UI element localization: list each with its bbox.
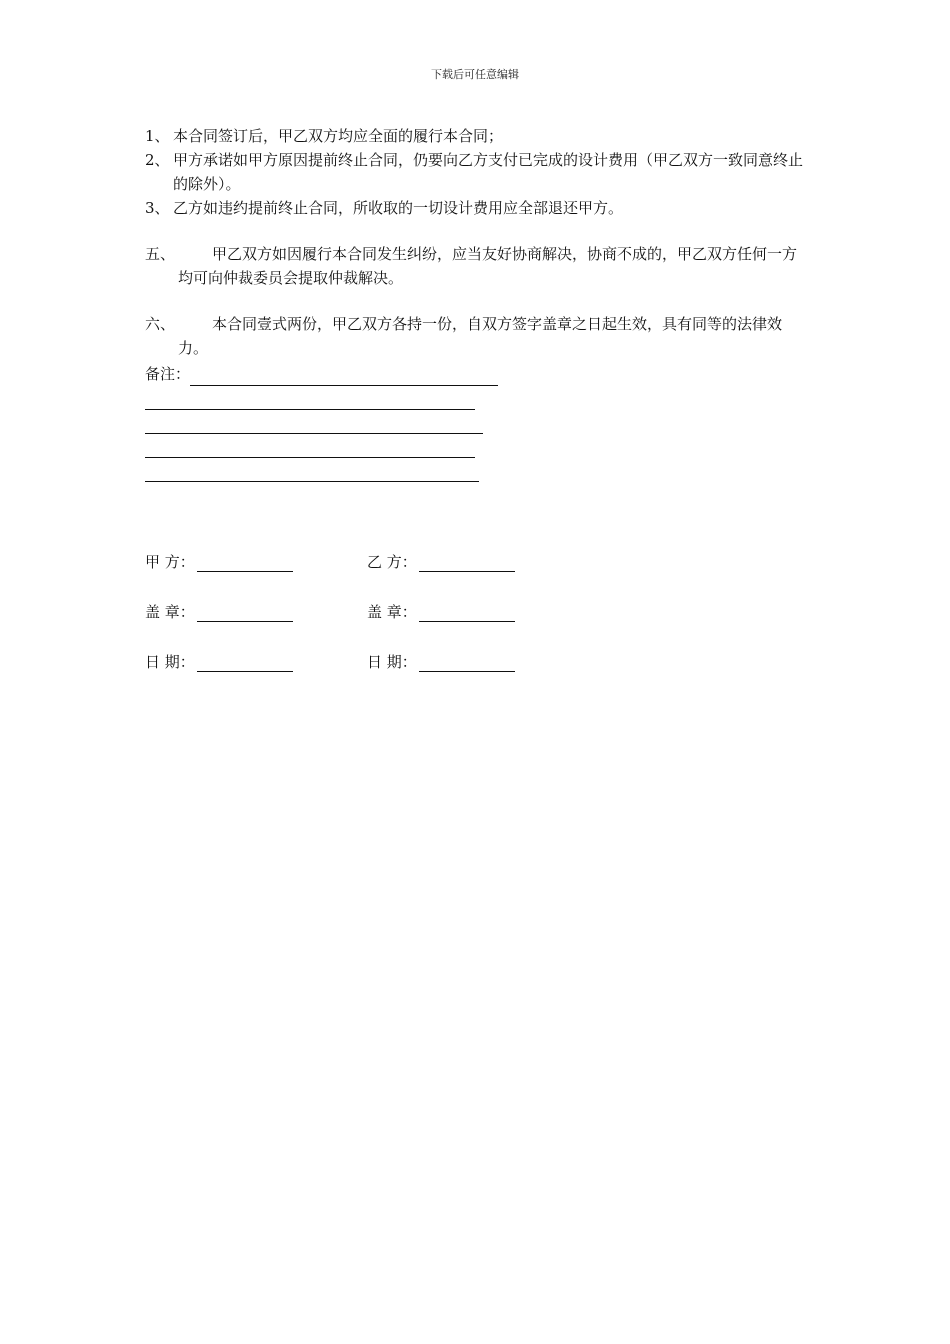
- clause-text: 本合同签订后，甲乙双方均应全面的履行本合同；: [173, 127, 504, 145]
- remarks-blank-line: [145, 410, 483, 434]
- date-a-field: [145, 648, 367, 672]
- date-b-field: [367, 648, 589, 672]
- clause-2: [145, 148, 807, 196]
- date-a-blank: [197, 651, 293, 672]
- section-text: 甲乙双方如因履行本合同发生纠纷，应当友好协商解决，协商不成的，甲乙双方任何一方均可向仲裁委员会提取仲裁解决。: [178, 245, 798, 287]
- party-b-label: 乙 方：: [367, 553, 417, 571]
- seal-row: [145, 598, 645, 648]
- date-row: [145, 648, 645, 698]
- remarks-block: [145, 362, 807, 482]
- section-text: 本合同壹式两份，甲乙双方各持一份，自双方签字盖章之日起生效，具有同等的法律效力。: [178, 315, 783, 357]
- remarks-label: 备注：: [145, 365, 191, 383]
- seal-a-field: [145, 598, 367, 622]
- section-six: [145, 312, 807, 360]
- signature-block: [145, 548, 645, 698]
- date-a-label: 日 期：: [145, 653, 195, 671]
- remarks-blank-line: [145, 386, 475, 410]
- party-a-blank: [197, 551, 293, 572]
- seal-a-blank: [197, 601, 293, 622]
- party-row: [145, 548, 645, 598]
- date-b-blank: [419, 651, 515, 672]
- contract-body: [145, 124, 807, 482]
- seal-b-field: [367, 598, 589, 622]
- clause-number: 1、: [145, 127, 170, 145]
- header-note: 下载后可任意编辑: [431, 68, 519, 81]
- party-a-label: 甲 方：: [145, 553, 195, 571]
- clause-1: [145, 124, 807, 148]
- section-number: 五、: [145, 245, 176, 263]
- remarks-blank-line: [145, 434, 475, 458]
- remarks-first-line: [145, 362, 807, 386]
- remarks-blank-line: [190, 366, 498, 386]
- clause-3: [145, 196, 807, 220]
- date-b-label: 日 期：: [367, 653, 417, 671]
- clause-text: 甲方承诺如甲方原因提前终止合同，仍要向乙方支付已完成的设计费用（甲乙双方一致同意终止的除外）。: [173, 151, 804, 193]
- party-b-field: [367, 548, 589, 572]
- seal-b-blank: [419, 601, 515, 622]
- clause-number: 2、: [145, 151, 170, 169]
- section-number: 六、: [145, 315, 176, 333]
- clause-number: 3、: [145, 199, 170, 217]
- seal-a-label: 盖 章：: [145, 603, 195, 621]
- clause-text: 乙方如违约提前终止合同，所收取的一切设计费用应全部退还甲方。: [173, 199, 624, 217]
- party-b-blank: [419, 551, 515, 572]
- seal-b-label: 盖 章：: [367, 603, 417, 621]
- section-five: [145, 242, 807, 290]
- remarks-blank-line: [145, 458, 479, 482]
- party-a-field: [145, 548, 367, 572]
